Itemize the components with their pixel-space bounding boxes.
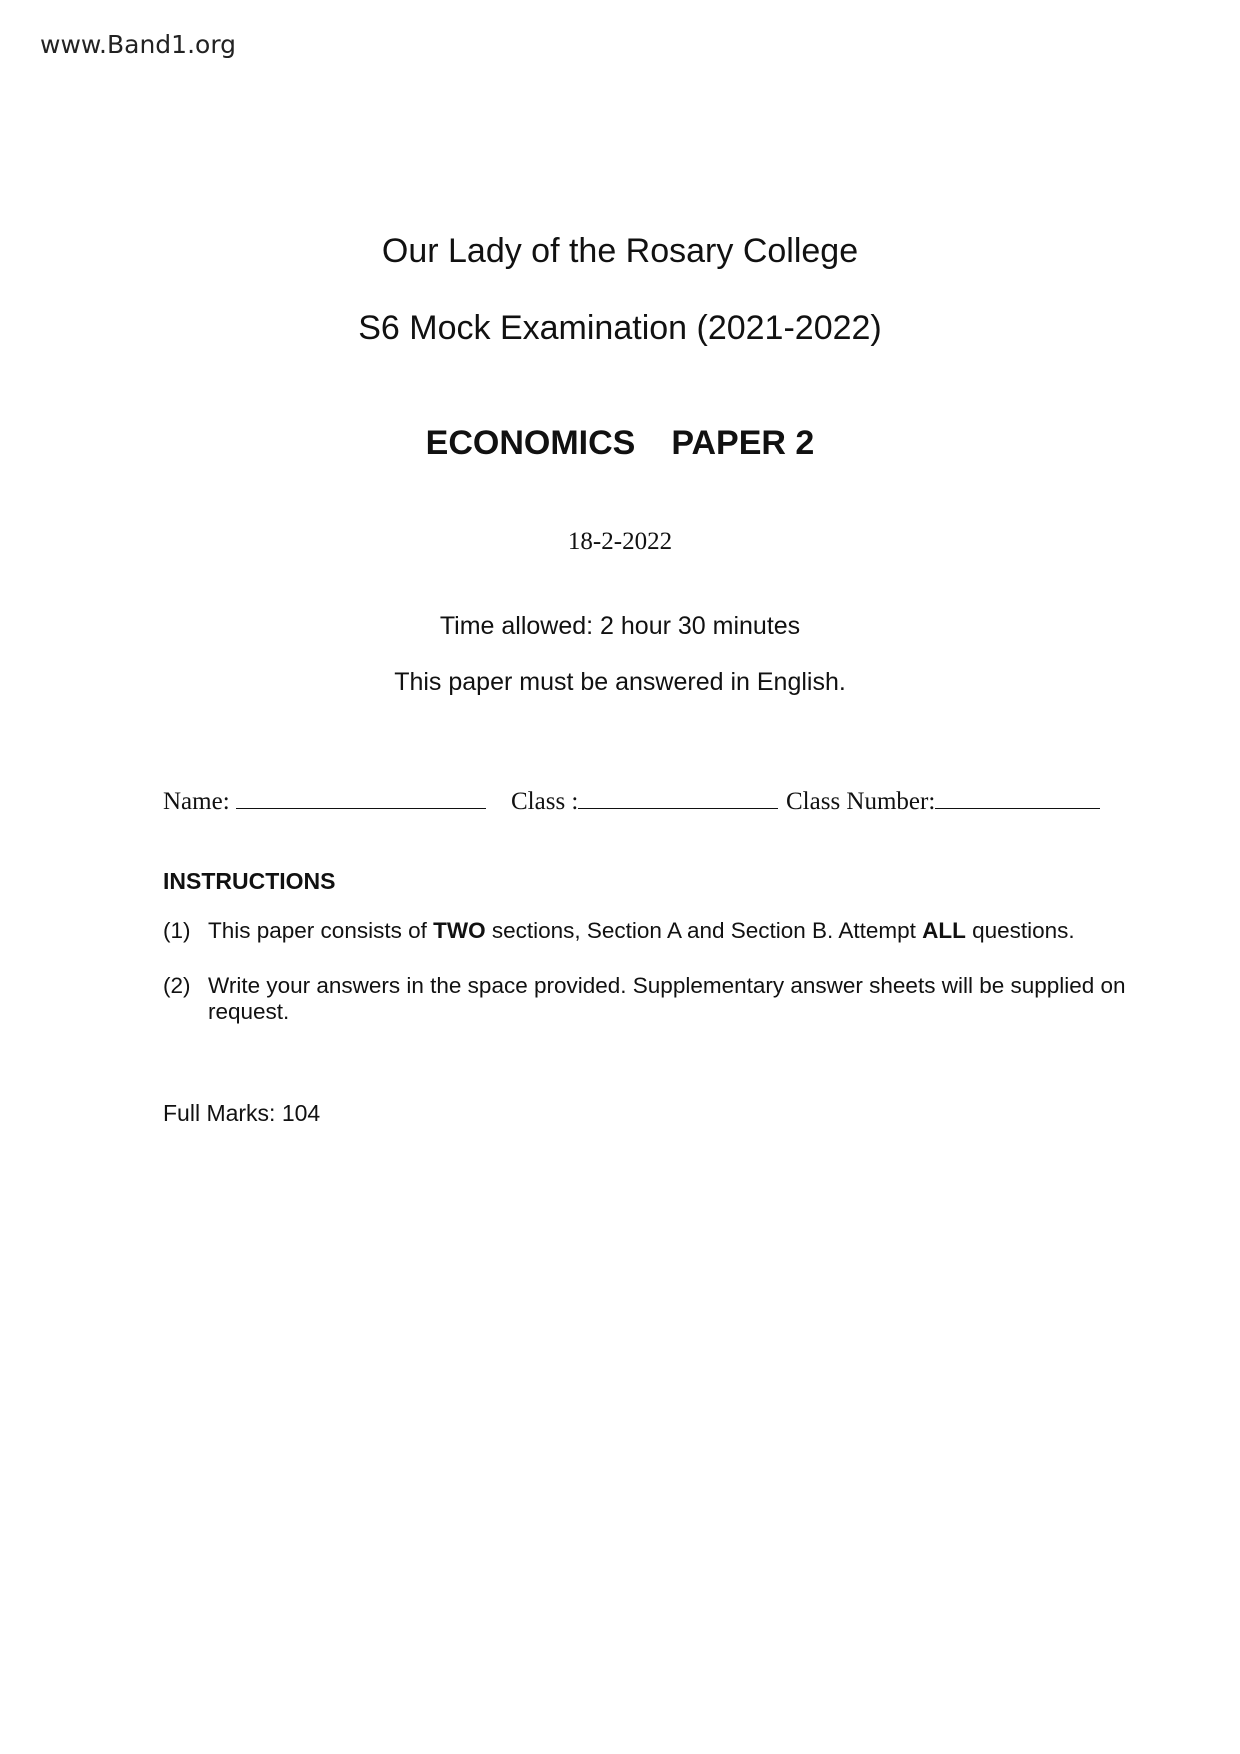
instruction-text-part: questions.: [965, 918, 1075, 943]
full-marks: Full Marks: 104: [163, 1100, 321, 1126]
instruction-number: (2): [163, 973, 191, 998]
instruction-text-part: This paper consists of: [208, 918, 434, 943]
class-number-label: Class Number:: [786, 788, 936, 815]
instruction-item-2: [163, 973, 1133, 1025]
class-label: Class :: [511, 788, 579, 815]
subject-name: ECONOMICS: [425, 424, 636, 462]
instruction-text: Write your answers in the space provided. Supplementary answer sheets will be supplied on request.: [208, 973, 1126, 1024]
instruction-text: [208, 918, 1133, 944]
exam-title: S6 Mock Examination (2021-2022): [358, 309, 882, 347]
name-blank[interactable]: [236, 786, 486, 809]
subject-heading: [0, 424, 1240, 463]
exam-date: 18-2-2022: [567, 528, 673, 555]
watermark: www.Band1.org: [40, 30, 237, 59]
instructions-heading: INSTRUCTIONS: [163, 868, 336, 894]
name-field: [163, 786, 486, 816]
school-name: Our Lady of the Rosary College: [381, 232, 859, 270]
class-field: [511, 786, 778, 816]
language-note: This paper must be answered in English.: [394, 668, 846, 696]
instruction-item-1: [163, 918, 1133, 944]
instruction-emphasis: TWO: [433, 918, 486, 943]
instruction-emphasis: ALL: [922, 918, 966, 943]
name-label: Name:: [163, 788, 230, 815]
instruction-number: (1): [163, 918, 191, 943]
class-blank[interactable]: [578, 786, 778, 809]
instruction-text-part: sections, Section A and Section B. Attempt: [485, 918, 923, 943]
time-allowed: Time allowed: 2 hour 30 minutes: [439, 612, 801, 640]
class-number-field: [786, 786, 1100, 816]
paper-number: PAPER 2: [671, 424, 815, 462]
class-number-blank[interactable]: [935, 786, 1100, 809]
